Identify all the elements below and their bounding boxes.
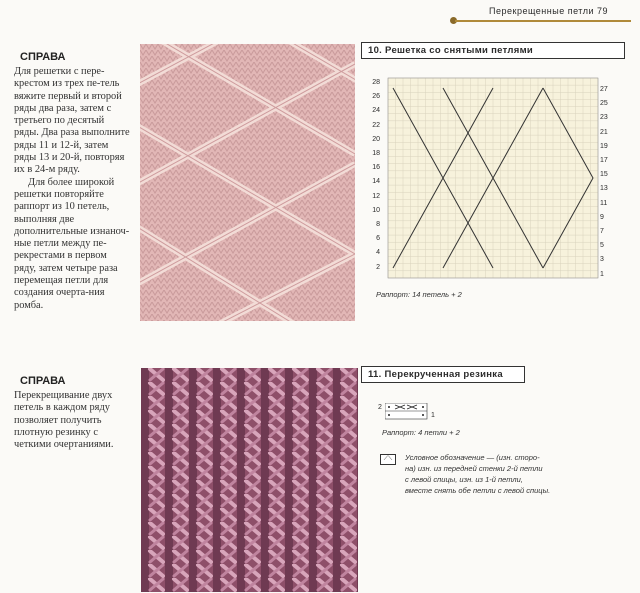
row-number: 7 bbox=[600, 228, 604, 236]
chart11-legend bbox=[405, 452, 615, 496]
section2-paragraph-1: Перекрещивание двух петель в каждом ряду позволяет получить плотную резинку с четкими очертаниями. bbox=[14, 390, 114, 451]
row-number: 25 bbox=[600, 100, 608, 108]
knit-swatch-lattice bbox=[140, 44, 355, 321]
row-number: 13 bbox=[600, 185, 608, 193]
row-number: 19 bbox=[600, 142, 608, 150]
legend-line: вместе снять обе петли с левой спицы. bbox=[405, 486, 551, 495]
row-number: 22 bbox=[372, 121, 380, 129]
row-number: 17 bbox=[600, 157, 608, 165]
section2-heading: СПРАВА bbox=[20, 375, 66, 387]
legend-line: Условное обозначение — (изн. сторо- bbox=[405, 453, 540, 462]
row-number: 8 bbox=[376, 221, 380, 229]
chart10-right-row-numbers bbox=[600, 83, 614, 282]
row-number: 9 bbox=[600, 213, 604, 221]
row-number: 21 bbox=[600, 128, 608, 136]
row-number: 15 bbox=[600, 171, 608, 179]
legend-symbol-icon: ⟋⟍ bbox=[380, 454, 396, 465]
row-number: 24 bbox=[372, 107, 380, 115]
chart10-rapport: Раппорт: 14 петель + 2 bbox=[376, 290, 462, 299]
row-number: 6 bbox=[376, 235, 380, 243]
row-number: 20 bbox=[372, 135, 380, 143]
row-number: 4 bbox=[376, 249, 380, 257]
row-number: 28 bbox=[372, 79, 380, 86]
knit-swatch-twisted-rib bbox=[141, 368, 358, 592]
row-number: 18 bbox=[372, 150, 380, 158]
section1-paragraph-1: Для решетки с пере-крестом из трех пе-тель вяжите первый и второй ряды два раза, затем с третьего по десятый ряды. Два раза выполните ряды 11 и 12-й, затем ряды 13 и 20-й, повторяя их в 24-м ряду. bbox=[14, 66, 130, 176]
chart10-title: 10. Решетка со снятыми петлями bbox=[361, 42, 625, 59]
row-number: 3 bbox=[600, 256, 604, 264]
section2-text bbox=[14, 390, 131, 451]
chart11-grid bbox=[385, 403, 429, 426]
section1-paragraph-2: Для более широкой решетки повторяйте раппорт из 10 петель, выполняя две дополнительные изнаноч-ные петли между пе-рекрестами в первом ряду, затем четыре раза перемещая петли для создания очерта-ния ромба. bbox=[14, 176, 130, 311]
legend-line: с левой спицы, изн. из 1-й петли, bbox=[405, 475, 523, 484]
row-number: 27 bbox=[600, 86, 608, 93]
chart11-row-right: 1 bbox=[431, 412, 435, 419]
row-number: 14 bbox=[372, 178, 380, 186]
chart10-grid bbox=[370, 74, 620, 284]
row-number: 1 bbox=[600, 270, 604, 278]
chart11-row-left: 2 bbox=[378, 404, 382, 411]
row-number: 16 bbox=[372, 164, 380, 172]
row-number: 5 bbox=[600, 242, 604, 250]
row-number: 23 bbox=[600, 114, 608, 122]
running-head: Перекрещенные петли 79 bbox=[489, 6, 608, 16]
chart10-left-row-numbers bbox=[366, 76, 380, 275]
legend-line: на) изн. из передней стенки 2-й петли bbox=[405, 464, 543, 473]
section1-heading: СПРАВА bbox=[20, 51, 66, 63]
chart11-rapport: Раппорт: 4 петли + 2 bbox=[382, 428, 460, 437]
header-rule bbox=[455, 20, 631, 22]
row-number: 12 bbox=[372, 192, 380, 200]
row-number: 10 bbox=[372, 206, 380, 214]
chart11-title: 11. Перекрученная резинка bbox=[361, 366, 525, 383]
section1-text bbox=[14, 66, 131, 312]
row-number: 26 bbox=[372, 93, 380, 101]
row-number: 11 bbox=[600, 199, 608, 207]
row-number: 2 bbox=[376, 263, 380, 271]
